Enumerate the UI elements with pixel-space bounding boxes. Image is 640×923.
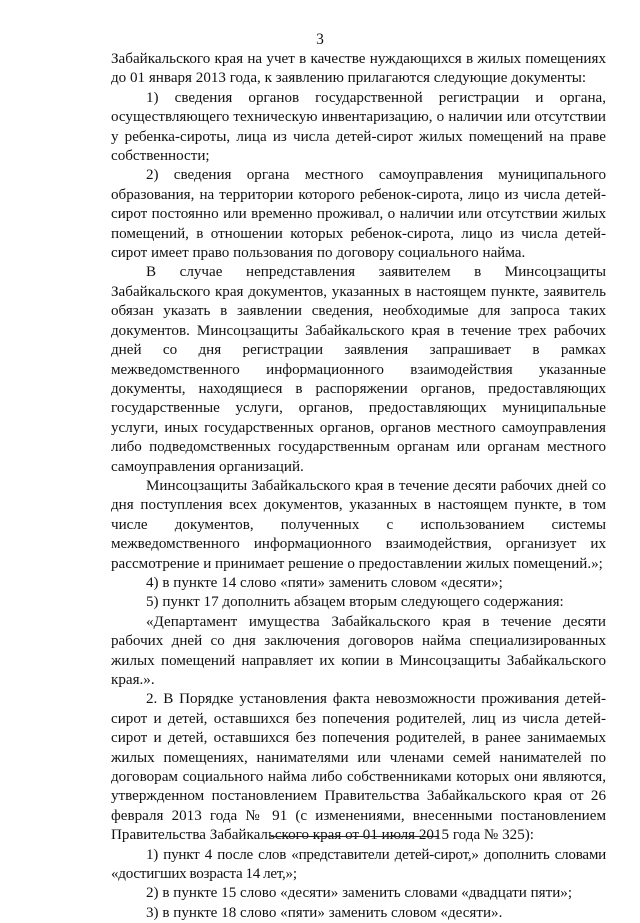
paragraph-quote: «Департамент имущества Забайкальского края в течение десяти рабочих дней со дня заключения договоров найма специализированных жилых помещений направляет их копии в Минсоцзащиты Забайкальского края.». <box>111 613 606 688</box>
paragraph-intro: Забайкальского края на учет в качестве нуждающихся в жилых помещениях до 01 января 2013 года, к заявлению прилагаются следующие документы: <box>111 51 606 87</box>
end-divider <box>271 836 439 837</box>
paragraph-sub-1: 1) пункт 4 после слов «представители детей-сирот,» дополнить словами «достигших возраста 14 лет,»; <box>111 846 606 883</box>
paragraph-nonsubmission: В случае непредставления заявителем в Минсоцзащиты Забайкальского края документов, указанных в настоящем пункте, заявитель обязан указать в заявлении сведения, необходимые для запроса таких документов. Минсоцзащиты Забайкальского края в течение трех рабочих дней со дня регистрации заявления запрашивает в рамках межведомственного информационного взаимодействия указанные документы, находящиеся в распоряжении органов, предоставляющих государственные услуги, органов, предоставляющих муниципальные услуги, иных государственных органов, органов местного самоуправления либо подведомственных государственным органам или органам местного самоуправления организаций. <box>111 264 606 475</box>
paragraph-item-2: 2) сведения органа местного самоуправления муниципального образования, на территории которого ребенок-сирота, лицо из числа детей-сирот постоянно или временно проживал, о наличии или отсутствии жилых помещений, в отношении которых ребенок-сирота, лицо из числа детей-сирот имеет право пользования по договору социального найма. <box>111 167 606 262</box>
paragraph-item-5: 5) пункт 17 дополнить абзацем вторым следующего содержания: <box>146 594 564 611</box>
paragraph-section-2: 2. В Порядке установления факта невозможности проживания детей-сирот и детей, оставшихся без попечения родителей, лиц из числа детей-сирот и детей, оставшихся без попечения родителей, в ранее занимаемых жилых помещениях, нанимателями или членами семей нанимателей по договорам социального найма либо собственниками которых они являются, утвержденном постановлением Правительства Забайкальского края от 26 февраля 2013 года № 91 (с изменениями, внесенными постановлением Правительства Забайкальского края от 01 июля 2015 года № 325): <box>111 691 606 844</box>
paragraph-item-4: 4) в пункте 14 слово «пяти» заменить словом «десяти»; <box>146 574 503 591</box>
paragraph-item-1: 1) сведения органов государственной регистрации и органа, осуществляющего техническую инвентаризацию, о наличии или отсутствии у ребенка-сироты, лица из числа детей-сирот жилых помещений на праве собственности; <box>111 89 606 165</box>
paragraph-review-deadline: Минсоцзащиты Забайкальского края в течение десяти рабочих дней со дня поступления всех документов, указанных в настоящем пункте, в том числе документов, полученных с использованием системы межведомственного информационного взаимодействия, организует их рассмотрение и принимает решение о предоставлении жилых помещений.»; <box>111 477 606 572</box>
document-body <box>111 50 606 923</box>
paragraph-sub-2: 2) в пункте 15 слово «десяти» заменить словами «двадцати пяти»; <box>146 885 573 902</box>
page-number: 3 <box>316 31 324 48</box>
paragraph-sub-3: 3) в пункте 18 слово «пяти» заменить словом «десяти». <box>146 904 503 921</box>
